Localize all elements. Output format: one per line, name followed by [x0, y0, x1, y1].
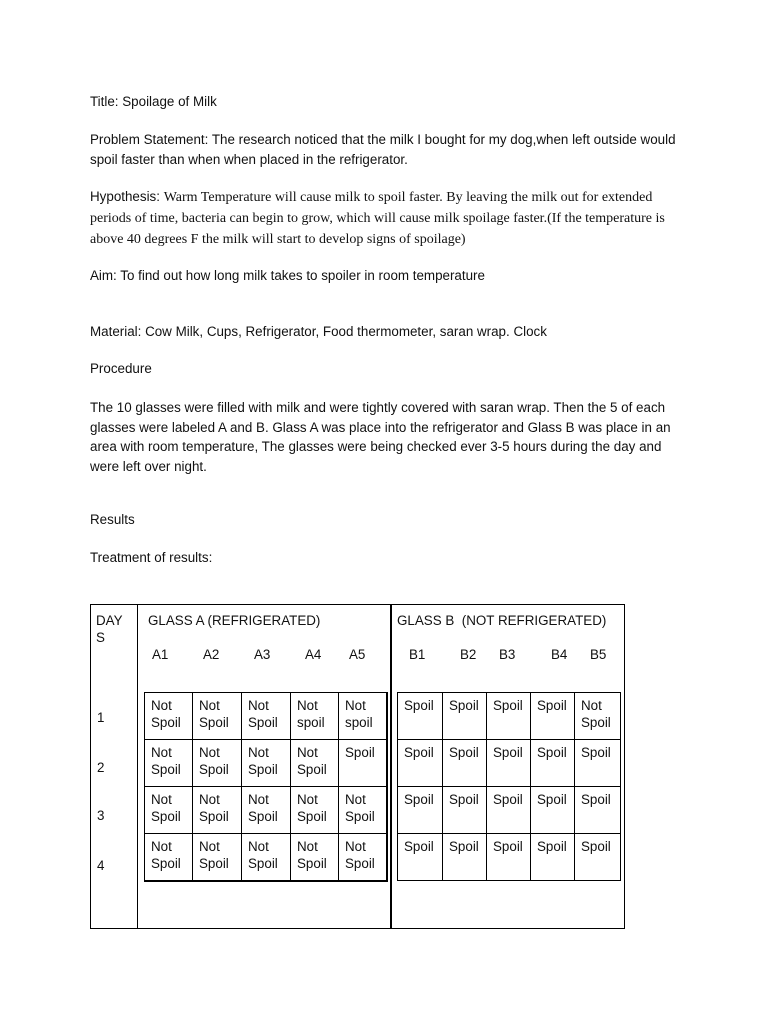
table-row	[145, 740, 387, 787]
col-a5: A5	[349, 647, 366, 662]
cell-b4-day3: Spoil	[531, 787, 575, 834]
problem-statement: Problem Statement: The research noticed that the milk I bought for my dog,when left outside would spoil faster than when when placed in the refrigerator.	[90, 132, 676, 167]
cell-a5-day1: Not spoil	[339, 693, 387, 740]
cell-b5-day3: Spoil	[575, 787, 621, 834]
table-row	[398, 787, 621, 834]
col-b4: B4	[551, 647, 568, 662]
hypothesis	[90, 186, 690, 250]
cell-b5-day4: Spoil	[575, 834, 621, 881]
days-header: DAY S	[96, 613, 123, 645]
glass-a-grid	[144, 692, 388, 882]
cell-b1-day3: Spoil	[398, 787, 443, 834]
cell-a1-day2: Not Spoil	[145, 740, 193, 787]
cell-a5-day4: Not Spoil	[339, 834, 387, 882]
col-a3: A3	[254, 647, 271, 662]
cell-b4-day1: Spoil	[531, 693, 575, 740]
cell-b1-day4: Spoil	[398, 834, 443, 881]
cell-b1-day1: Spoil	[398, 693, 443, 740]
cell-a4-day1: Not spoil	[291, 693, 339, 740]
procedure-heading: Procedure	[90, 361, 152, 376]
table-row	[398, 834, 621, 881]
cell-b5-day2: Spoil	[575, 740, 621, 787]
glass-a-header: GLASS A (REFRIGERATED)	[148, 613, 321, 628]
cell-a4-day3: Not Spoil	[291, 787, 339, 834]
table-row	[145, 693, 387, 740]
day-label-2: 2	[97, 760, 105, 775]
table-row	[145, 787, 387, 834]
col-a4: A4	[305, 647, 322, 662]
cell-b1-day2: Spoil	[398, 740, 443, 787]
glass-b-grid	[397, 692, 621, 881]
table-row	[398, 693, 621, 740]
cell-b4-day4: Spoil	[531, 834, 575, 881]
cell-b2-day3: Spoil	[443, 787, 487, 834]
hypothesis-text: Warm Temperature will cause milk to spoil faster. By leaving the milk out for extended periods of time, bacteria can begin to grow, which will cause milk spoilage faster.(If the temperature is above 40 degrees F the milk will start to develop signs of spoilage)	[90, 190, 665, 247]
cell-a4-day2: Not Spoil	[291, 740, 339, 787]
cell-b2-day1: Spoil	[443, 693, 487, 740]
cell-b5-day1: Not Spoil	[575, 693, 621, 740]
cell-a3-day3: Not Spoil	[242, 787, 291, 834]
cell-a3-day4: Not Spoil	[242, 834, 291, 882]
aim: Aim: To find out how long milk takes to spoiler in room temperature	[90, 268, 485, 283]
cell-a2-day1: Not Spoil	[193, 693, 242, 740]
cell-a5-day2: Spoil	[339, 740, 387, 787]
material: Material: Cow Milk, Cups, Refrigerator, Food thermometer, saran wrap. Clock	[90, 324, 547, 339]
cell-a3-day1: Not Spoil	[242, 693, 291, 740]
cell-a1-day1: Not Spoil	[145, 693, 193, 740]
day-label-1: 1	[97, 710, 105, 725]
procedure-text: The 10 glasses were filled with milk and were tightly covered with saran wrap. Then the 5 of each glasses were labeled A and B. Glass A was place into the refrigerator and Glass B was place in an area with room temperature, The glasses were being checked ever 3-5 hours during the day and were left over night.	[90, 400, 671, 474]
col-a2: A2	[203, 647, 220, 662]
cell-b2-day4: Spoil	[443, 834, 487, 881]
table-row	[145, 834, 387, 882]
cell-a1-day4: Not Spoil	[145, 834, 193, 882]
cell-a2-day4: Not Spoil	[193, 834, 242, 882]
day-label-3: 3	[97, 808, 105, 823]
cell-b3-day4: Spoil	[487, 834, 531, 881]
col-b3: B3	[499, 647, 516, 662]
glass-b-header: GLASS B (NOT REFRIGERATED)	[397, 613, 607, 628]
table-row	[398, 740, 621, 787]
cell-b2-day2: Spoil	[443, 740, 487, 787]
cell-a5-day3: Not Spoil	[339, 787, 387, 834]
divider-days	[137, 605, 138, 928]
cell-a4-day4: Not Spoil	[291, 834, 339, 882]
cell-a1-day3: Not Spoil	[145, 787, 193, 834]
col-b2: B2	[460, 647, 477, 662]
cell-b3-day3: Spoil	[487, 787, 531, 834]
cell-b3-day1: Spoil	[487, 693, 531, 740]
cell-b4-day2: Spoil	[531, 740, 575, 787]
treatment-heading: Treatment of results:	[90, 550, 213, 565]
col-b1: B1	[409, 647, 426, 662]
divider-glass	[390, 605, 392, 928]
cell-a3-day2: Not Spoil	[242, 740, 291, 787]
col-a1: A1	[152, 647, 169, 662]
cell-a2-day3: Not Spoil	[193, 787, 242, 834]
results-heading: Results	[90, 512, 135, 527]
cell-a2-day2: Not Spoil	[193, 740, 242, 787]
day-label-4: 4	[97, 858, 105, 873]
hypothesis-label: Hypothesis:	[90, 189, 164, 204]
col-b5: B5	[590, 647, 607, 662]
cell-b3-day2: Spoil	[487, 740, 531, 787]
doc-title: Title: Spoilage of Milk	[90, 94, 217, 109]
results-table	[90, 604, 625, 929]
